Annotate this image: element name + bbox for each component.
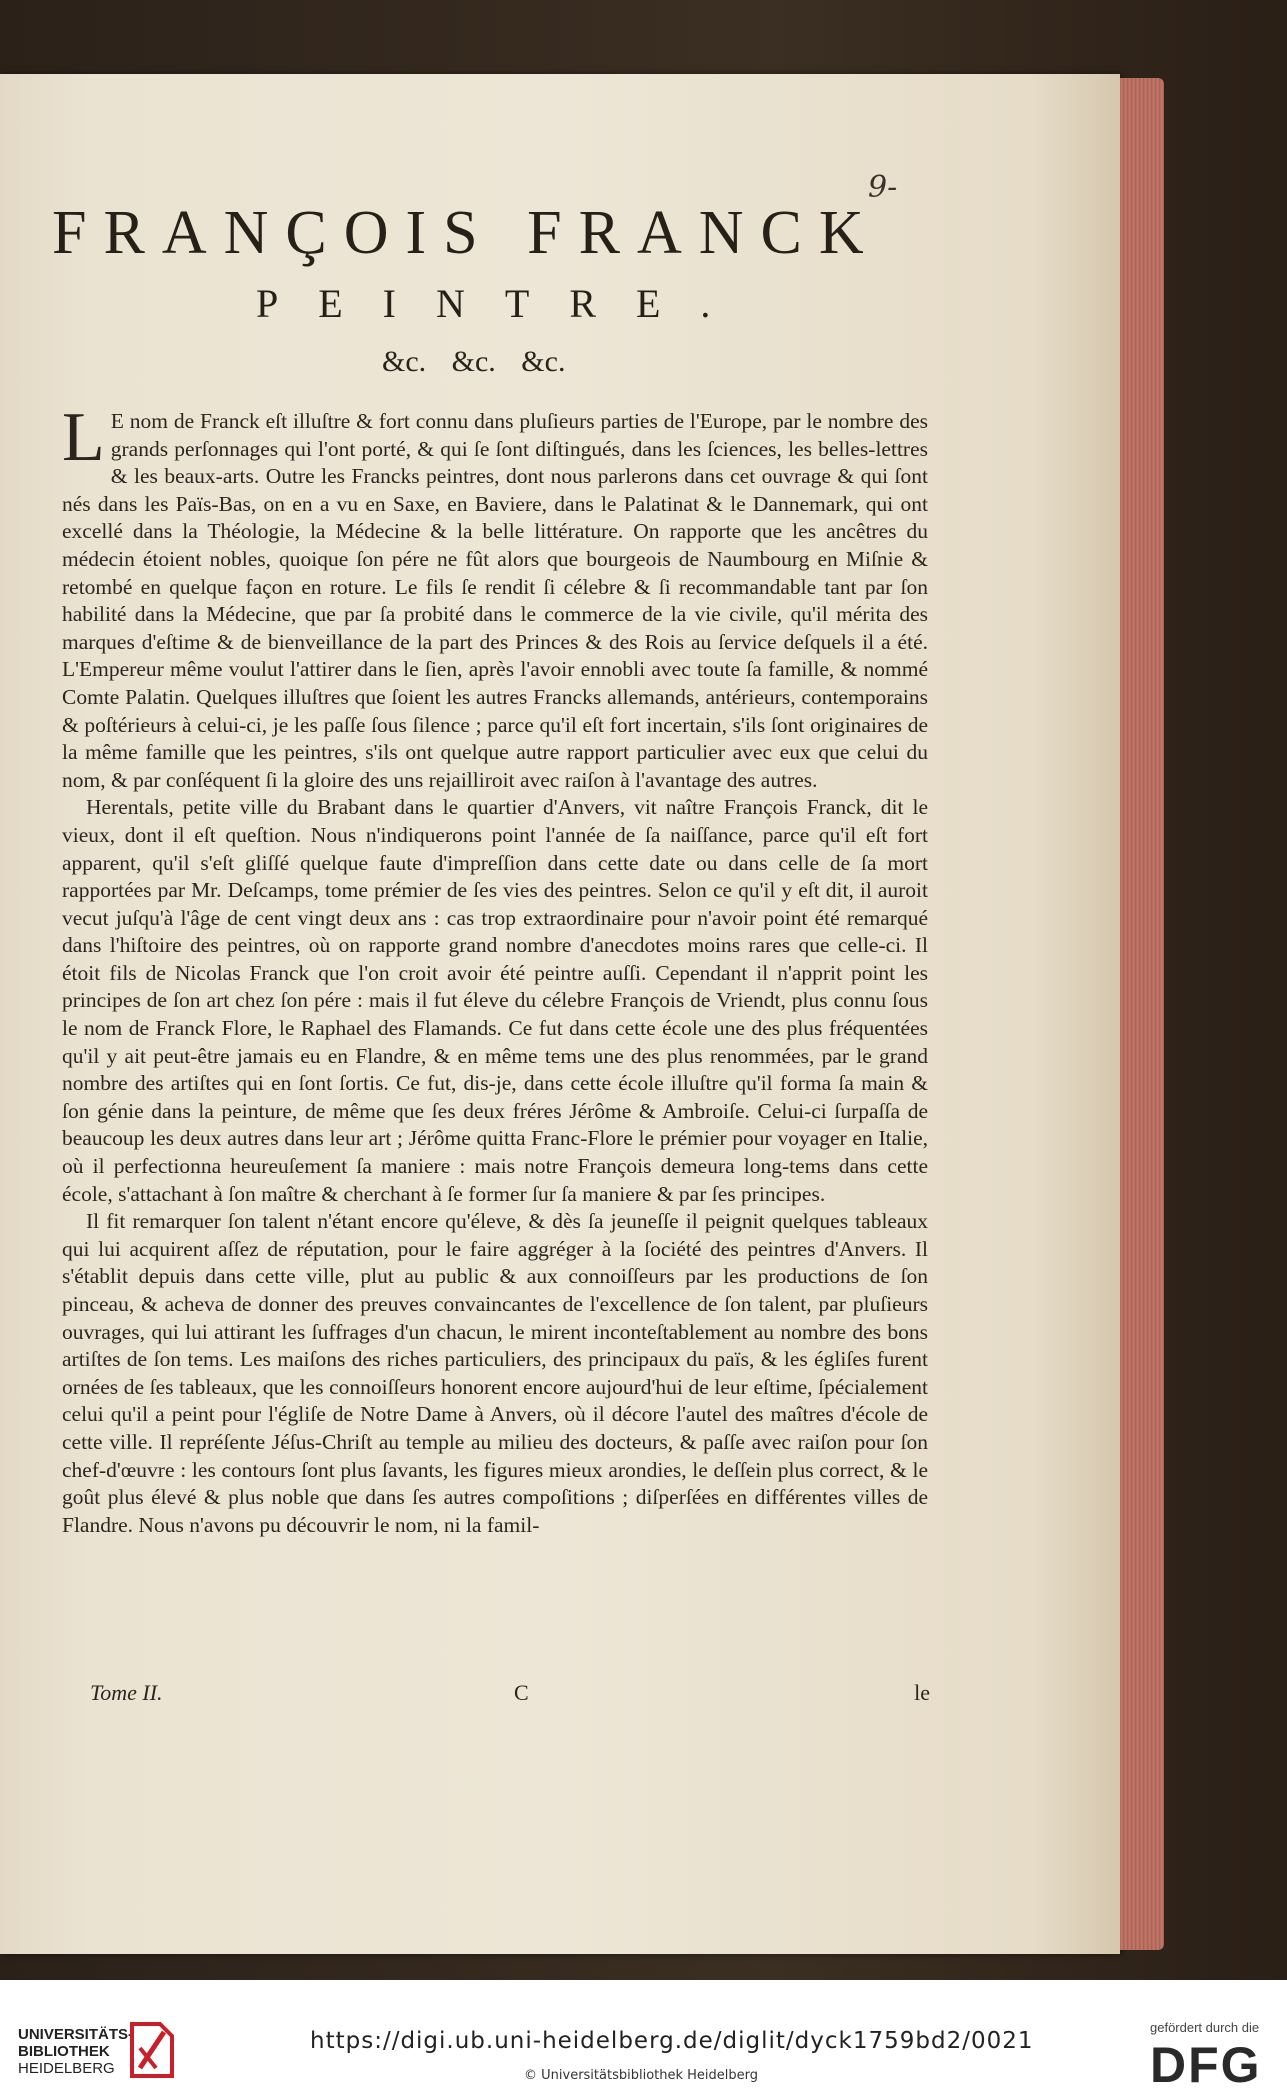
dfg-logo[interactable]: DFG [1150,2037,1262,2093]
permalink-url[interactable]: https://digi.ub.uni-heidelberg.de/diglit/dyck1759bd2/0021 [310,2028,1034,2054]
etc-line: &c. &c. &c. [382,345,566,378]
signature-mark: C [514,1680,529,1705]
paragraph-2: Herentals, petite ville du Brabant dans le quartier d'Anvers, vit naître François Franck, dit le vieux, dont il eſt queſtion. Nous n'indiquerons point l'année de ſa naiſſance, parce qu'il eſt fort apparent, qu'il s'eſt gliſſé quelque faute d'impreſſion dans cette date ou dans celle de ſa mort rapportées par Mr. Deſcamps, tome prémier de ſes vies des peintres. Selon ce qu'il y eſt dit, il auroit vecut juſqu'à l'âge de cent vingt deux ans : cas trop extraordinaire pour n'avoir point été remarqué dans l'hiſtoire des peintres, où on rapporte grand nombre d'anecdotes moins rares que celle-ci. Il étoit fils de Nicolas Franck que l'on croit avoir été peintre auſſi. Cependant il n'apprit point les principes de ſon art chez ſon pére : mais il fut éleve du célebre François de Vriendt, plus connu ſous le nom de Franck Flore, le Raphael des Flamands. Ce fut dans cette école une des plus fréquentées qu'il y ait peut-être jamais eu en Flandre, & en même tems une des plus renommées, par le grand nombre des artiſtes qui en ſont ſortis. Ce fut, dis-je, dans cette école illuſtre qu'il forma ſa main & ſon génie dans la peinture, de même que ſes deux fréres Jérôme & Ambroiſe. Celui-ci ſurpaſſa de beaucoup les deux autres dans leur art ; Jérôme quitta Franc-Flore le prémier pour voyager en Italie, où il perfectionna heureuſement ſa maniere : mais notre François demeura long-tems dans cette école, s'attachant à ſon maître & cherchant à ſe former ſur ſa maniere & par ſes principes. [62,795,928,1206]
copyright-notice: © Universitätsbibliothek Heidelberg [524,2068,759,2083]
body-text [62,399,928,1539]
paragraph-1 [62,399,928,794]
library-logo-text[interactable] [18,2026,133,2077]
paragraph-3: Il fit remarquer ſon talent n'étant encore qu'éleve, & dès ſa jeuneſſe il peignit quelques tableaux qui lui acquirent aſſez de réputation, pour le faire aggréger à la ſociété des peintres d'Anvers. Il s'établit depuis dans cette ville, plut au public & aux connoiſſeurs par les productions de ſon pinceau, & acheva de donner des preuves convaincantes de l'excellence de ſon talent, par pluſieurs ouvrages, qui lui attirant les ſuffrages d'un chacun, le mirent inconteſtablement au nombre des bons artiſtes de ſon tems. Les maiſons des riches particuliers, des principaux du païs, & les égliſes furent ornées de ſes tableaux, que les connoiſſeurs honorent encore aujourd'hui de leur eſtime, ſpécialement celui qu'il a peint pour l'égliſe de Notre Dame à Anvers, où il décore l'autel des maîtres d'école de cette ville. Il repréſente Jéſus-Chriſt au temple au milieu des docteurs, & paſſe avec raiſon pour ſon chef-d'œuvre : les contours ſont plus ſavants, les figures mieux arondies, le deſſein plus correct, & le goût plus élevé & plus noble que dans ſes autres compoſitions ; diſperſées en différentes villes de Flandre. Nous n'avons pu découvrir le nom, ni la famil- [62,1209,928,1537]
chapter-subtitle: PEINTRE. [256,281,751,326]
drop-cap: L [62,399,105,476]
library-logo-icon [126,2018,178,2082]
library-name-line-1: UNIVERSITÄTS- [18,2026,134,2043]
library-name-line-2: BIBLIOTHEK [18,2043,110,2060]
page-edge [1120,78,1164,1950]
handwritten-folio-number: 9- [868,170,898,205]
volume-signature: Tome II. [90,1680,163,1705]
library-name-line-3: HEIDELBERG [18,2060,115,2077]
funding-note: gefördert durch die [1150,2020,1260,2035]
catchword: le [914,1680,930,1705]
chapter-title: FRANÇOIS FRANCK [52,199,881,267]
paragraph-1-text: E nom de Franck eſt illuſtre & fort connu dans pluſieurs parties de l'Europe, par le nombre des grands perſonnages qui l'ont porté, & qui ſe ſont diſtingués, dans les ſciences, les belles-lettres & les beaux-arts. Outre les Francks peintres, dont nous parlerons dans cet ouvrage & qui ſont nés dans les Païs-Bas, on en a vu en Saxe, en Baviere, dans le Palatinat & le Dannemark, qui ont excellé dans la Théologie, la Médecine & la belle littérature. On rapporte que les ancêtres du médecin étoient nobles, quoique ſon pére ne fût alors que bourgeois de Naumbourg en Miſnie & retombé en quelque façon en roture. Le fils ſe rendit ſi célebre & ſi recommandable tant par ſon habilité dans la Médecine, que par ſa probité dans le commerce de la vie civile, qu'il mérita des marques d'eſtime & de bienveillance de la part des Princes & des Rois au ſervice deſquels il a été. L'Empereur même voulut l'attirer dans le ſien, après l'avoir ennobli avec toute ſa famille, & nommé Comte Palatin. Quelques illuſtres que ſoient les autres Francks allemands, antérieurs, contemporains & poſtérieurs à celui-ci, je les paſſe ſous ſilence ; parce qu'il eſt fort incertain, s'ils ſont originaires de la même famille que les peintres, s'ils ont quelque autre rapport particulier avec eux que celui du nom, & par conſéquent ſi la gloire des uns rejailliroit avec raiſon à l'avantage des autres. [62,409,928,792]
